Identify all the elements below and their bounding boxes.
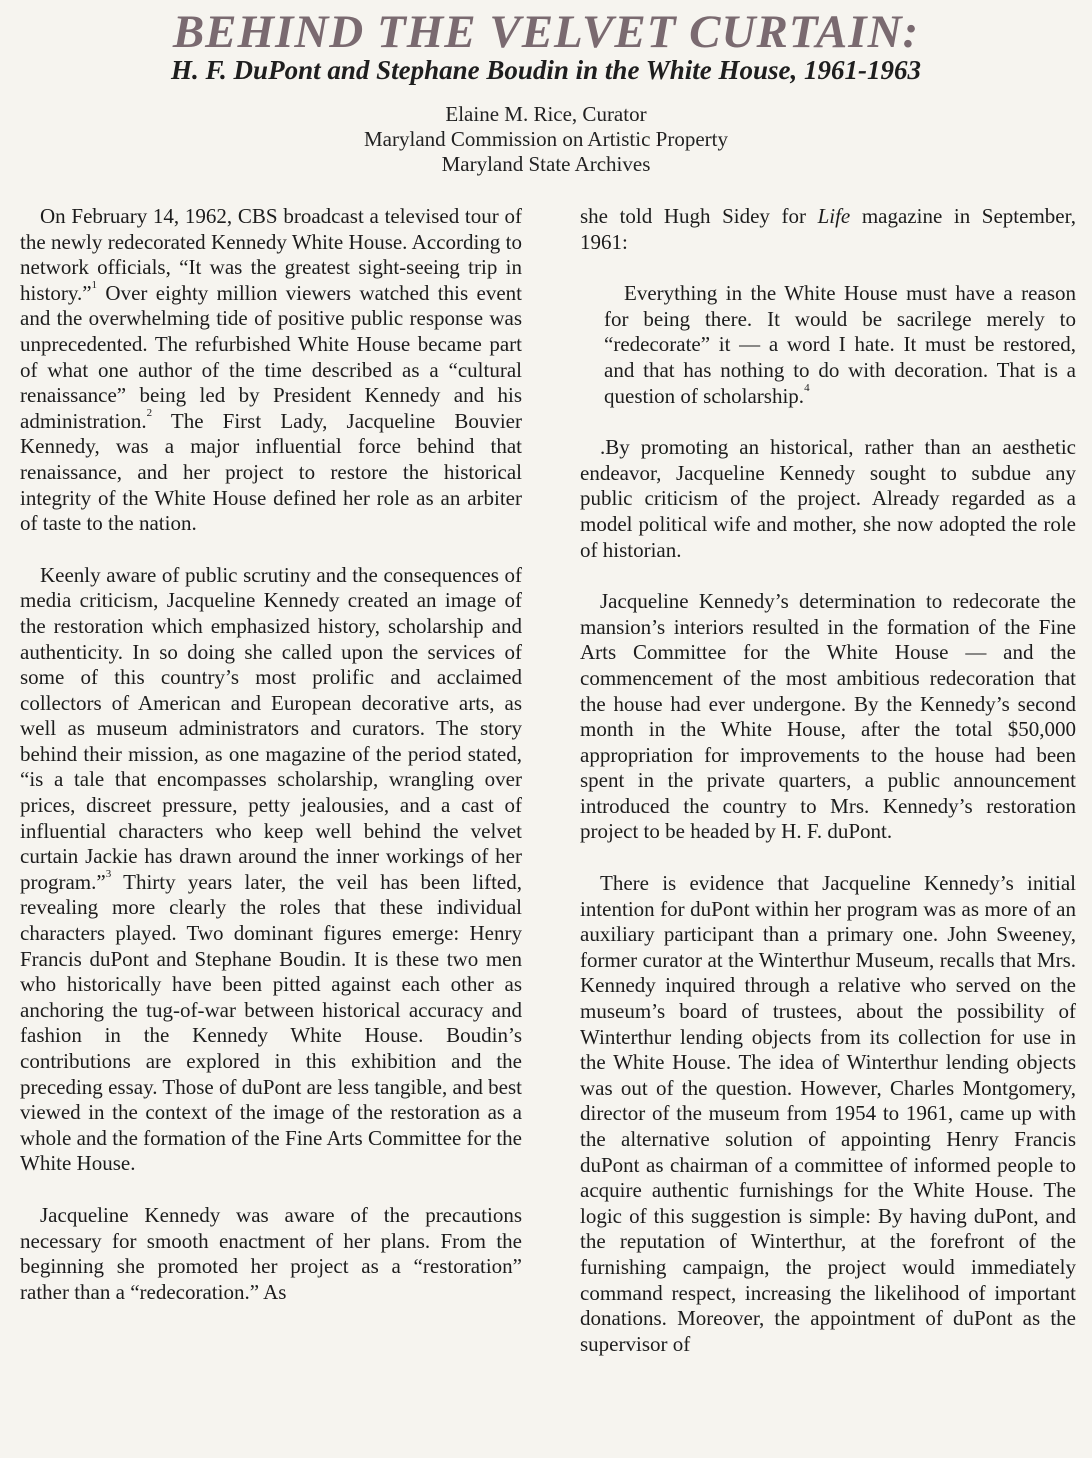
footnote-ref: 1 bbox=[91, 278, 98, 291]
article-subtitle: H. F. DuPont and Stephane Boudin in the White House, 1961-1963 bbox=[171, 55, 921, 85]
paragraph: .By promoting an historical, rather than an aesthetic endeavor, Jacqueline Kennedy sought to subdue any public criticism of the project. Already regarded as a model political wife and mother, she now adopted the role of historian. bbox=[580, 435, 1076, 562]
footnote-ref: 3 bbox=[105, 867, 112, 880]
author-byline bbox=[0, 102, 1092, 177]
right-column bbox=[580, 204, 1076, 1383]
footnote-ref: 2 bbox=[146, 406, 153, 419]
paragraph: Jacqueline Kennedy was aware of the precautions necessary for smooth enactment of her plans. From the beginning she promoted her project as a “restoration” rather than a “redecoration.” As bbox=[20, 1202, 522, 1304]
block-quote: Everything in the White House must have a reason for being there. It would be sacrilege merely to “redecorate” it — a word I hate. It must be restored, and that has nothing to do with decoration. That is a question of scholarship.$^4$ bbox=[604, 281, 1076, 408]
paragraph: On February 14, 1962, CBS broadcast a televised tour of the newly redecorated Kennedy White House. According to network officials, “It was the greatest sight-seeing trip in history.”$^1$ Over eighty million viewers watched this event and the overwhelming tide of positive public response was unprecedented. The refurbished White House became part of what one author of the time described as a “cultural renaissance” being led by President Kennedy and his administration.$^2$ The First Lady, Jacqueline Bouvier Kennedy, was a major influential force behind that renaissance, and her project to restore the historical integrity of the White House defined her role as an arbiter of taste to the nation. bbox=[20, 204, 522, 536]
author-institution: Maryland State Archives bbox=[441, 152, 651, 176]
paragraph: There is evidence that Jacqueline Kennedy’s initial intention for duPont within her program was as more of an auxiliary participant than a primary one. John Sweeney, former curator at the Winterthur Museum, recalls that Mrs. Kennedy inquired through a relative who served on the museum’s board of trustees, about the possibility of Winterthur lending objects from its collection for use in the White House. The idea of Winterthur lending objects was out of the question. However, Charles Montgomery, director of the museum from 1954 to 1961, came up with the alternative solution of appointing Henry Francis duPont as chairman of a committee of informed people to acquire authentic furnishings for the White House. The logic of this suggestion is simple: By having duPont, and the reputation of Winterthur, at the forefront of the furnishing campaign, the project would immediately command respect, increasing the likelihood of important donations. Moreover, the appointment of duPont as the supervisor of bbox=[580, 871, 1076, 1356]
paragraph: Jacqueline Kennedy’s determination to redecorate the mansion’s interiors resulted in the formation of the Fine Arts Committee for the White House — and the commencement of the most ambitious redecoration that the house had ever undergone. By the Kennedy’s second month in the White House, after the total $50,000 appropriation for improvements to the house had been spent in the private quarters, a public announcement introduced the country to Mrs. Kennedy’s restoration project to be headed by H. F. duPont. bbox=[580, 589, 1076, 844]
author-affiliation: Maryland Commission on Artistic Property bbox=[364, 127, 728, 151]
paragraph: Keenly aware of public scrutiny and the consequences of media criticism, Jacqueline Kennedy created an image of the restoration which emphasized history, scholarship and authenticity. In so doing she called upon the services of some of this country’s most prolific and acclaimed collectors of American and European decorative arts, as well as museum administrators and curators. The story behind their mission, as one magazine of the period stated, “is a tale that encompasses scholarship, wrangling over prices, discreet pressure, petty jealousies, and a cast of influential characters who keep well behind the velvet curtain Jackie has drawn around the inner workings of her program.”$^3$ Thirty years later, the veil has been lifted, revealing more clearly the roles that these individual characters played. Two dominant figures emerge: Henry Francis duPont and Stephane Boudin. It is these two men who historically have been pitted against each other as anchoring the tug-of-war between historical accuracy and fashion in the Kennedy White House. Boudin’s contributions are explored in this exhibition and the preceding essay. Those of duPont are less tangible, and best viewed in the context of the image of the restoration as a whole and the formation of the Fine Arts Committee for the White House. bbox=[20, 562, 522, 1176]
article-title: BEHIND THE VELVET CURTAIN: bbox=[172, 6, 920, 58]
footnote-ref: 4 bbox=[804, 381, 810, 394]
author-name: Elaine M. Rice, Curator bbox=[445, 102, 647, 126]
paragraph: she told Hugh Sidey for Life magazine in September, 1961: bbox=[580, 204, 1077, 254]
left-column bbox=[20, 204, 522, 1331]
magazine-title: Life bbox=[817, 204, 851, 228]
